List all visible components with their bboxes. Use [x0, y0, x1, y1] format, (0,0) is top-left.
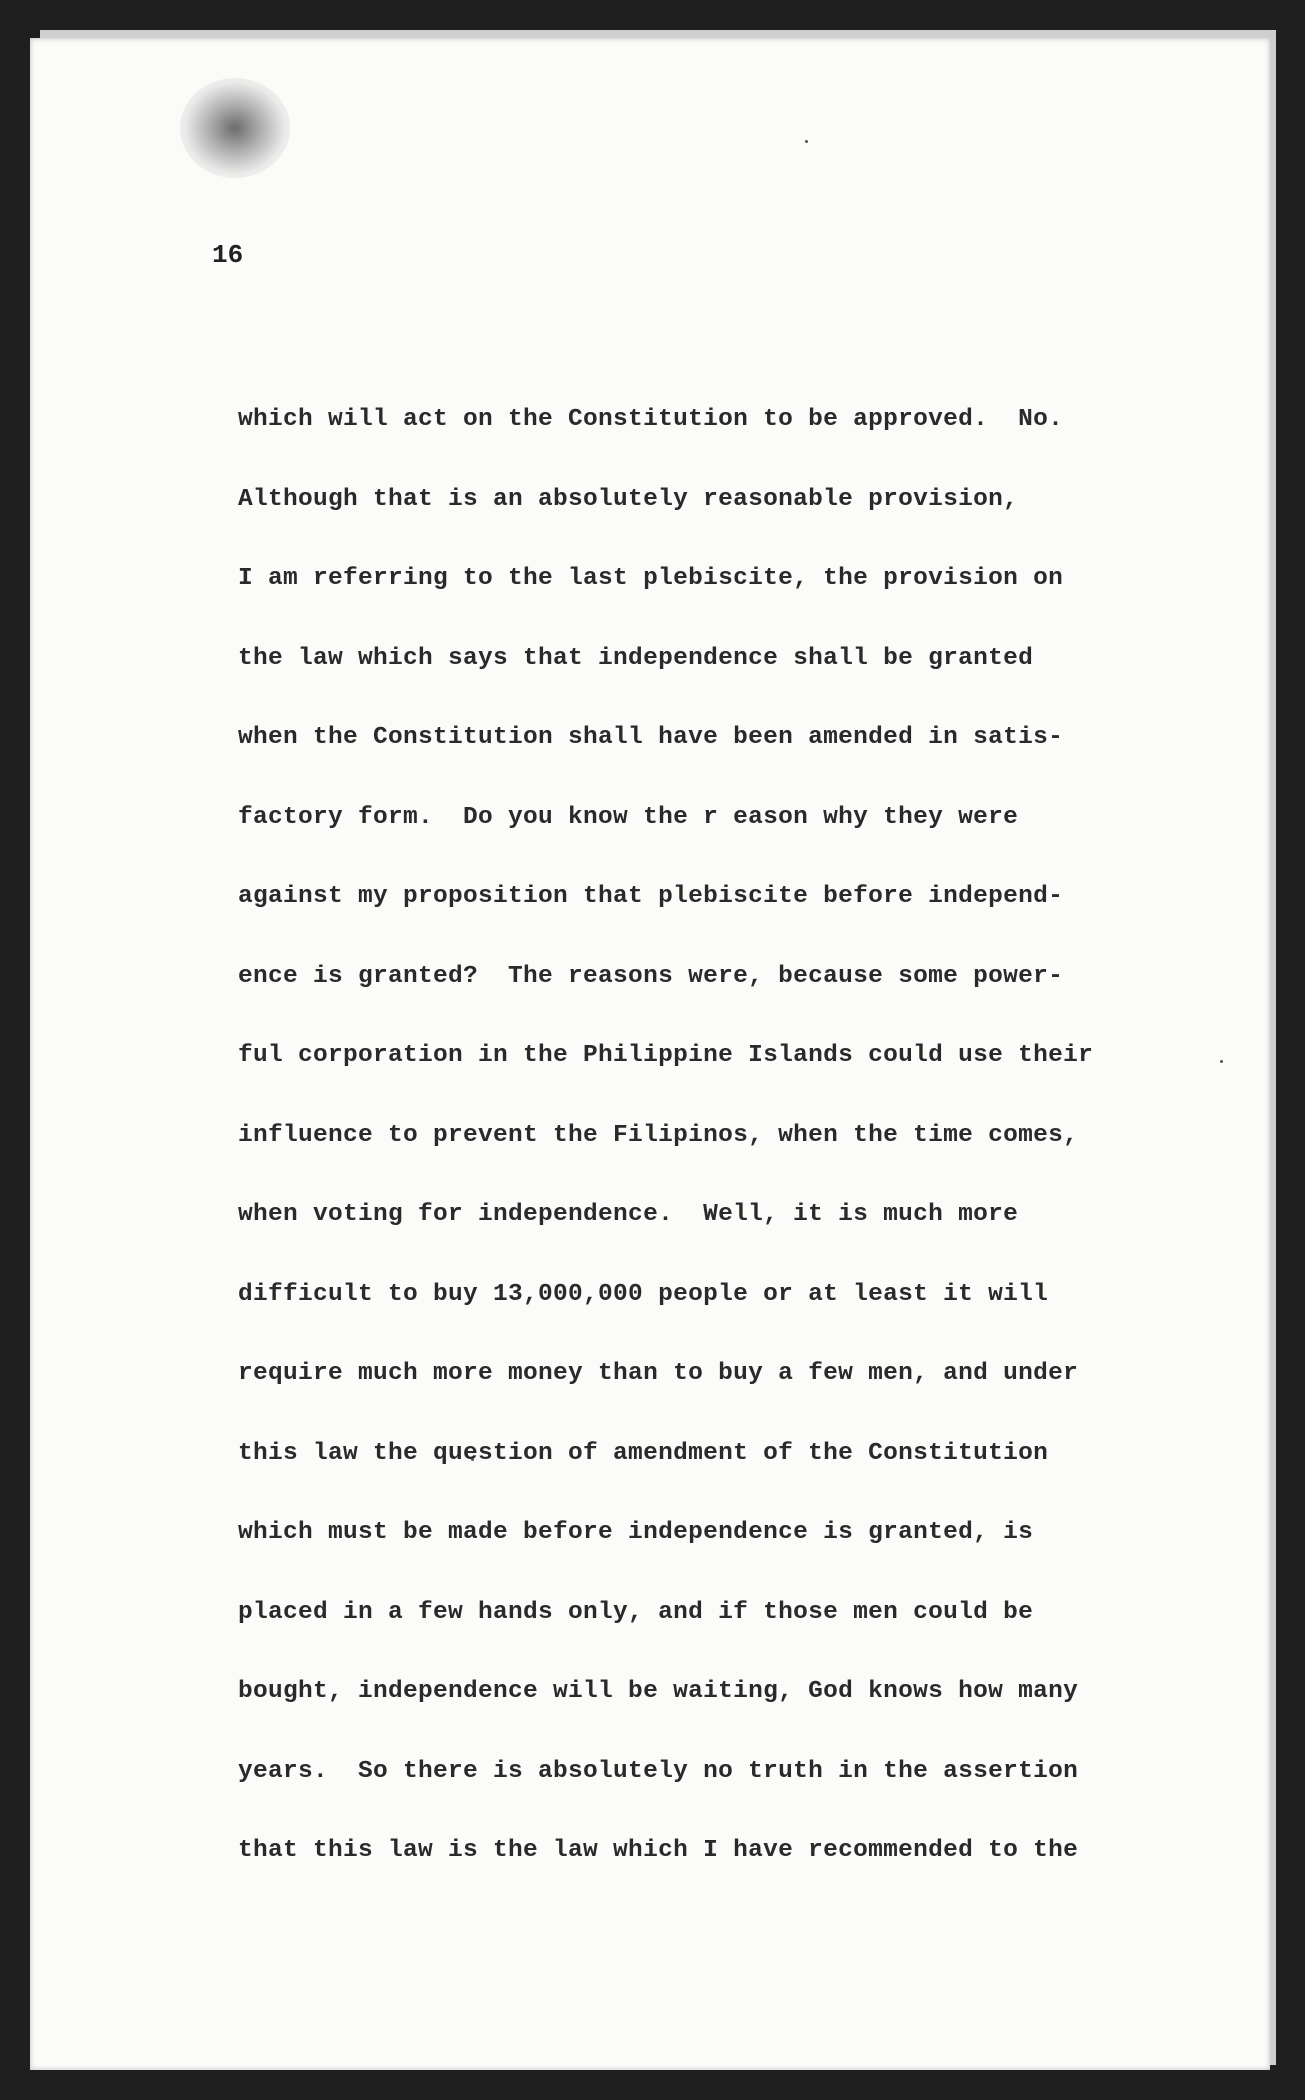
page-number: 16	[212, 240, 244, 270]
text-line: difficult to buy 13,000,000 people or at least it will	[238, 1280, 1049, 1308]
text-line: which must be made before independence is granted, is	[238, 1519, 1034, 1546]
body-text	[238, 384, 1158, 1895]
paper-speck	[1220, 1060, 1223, 1063]
text-line: against my proposition that plebiscite before independ-	[238, 883, 1064, 910]
text-line: when the Constitution shall have been amended in satis-	[238, 724, 1064, 751]
text-line: I am referring to the last plebiscite, the provision on	[238, 565, 1064, 592]
text-line: years. So there is absolutely no truth in the assertion	[238, 1757, 1079, 1785]
text-line: that this law is the law which I have recommended to the	[238, 1837, 1079, 1864]
text-line: factory form. Do you know the r eason why they were	[238, 803, 1019, 831]
text-line: the law which says that independence shall be granted	[238, 644, 1034, 672]
text-line: bought, independence will be waiting, God knows how many	[238, 1678, 1079, 1705]
text-line: ence is granted? The reasons were, because some power-	[238, 962, 1064, 990]
text-line: influence to prevent the Filipinos, when the time comes,	[238, 1121, 1079, 1149]
text-line: this law the question of amendment of the Constitution	[238, 1439, 1049, 1467]
text-line: which will act on the Constitution to be approved. No.	[238, 406, 1064, 433]
text-line: require much more money than to buy a few men, and under	[238, 1360, 1079, 1387]
ink-smudge	[180, 78, 290, 178]
text-line: placed in a few hands only, and if those men could be	[238, 1598, 1034, 1626]
text-line: ful corporation in the Philippine Islands could use their	[238, 1042, 1094, 1069]
text-line: when voting for independence. Well, it is much more	[238, 1201, 1019, 1228]
paper-speck	[805, 140, 808, 143]
text-line: Although that is an absolutely reasonable provision,	[238, 485, 1019, 513]
